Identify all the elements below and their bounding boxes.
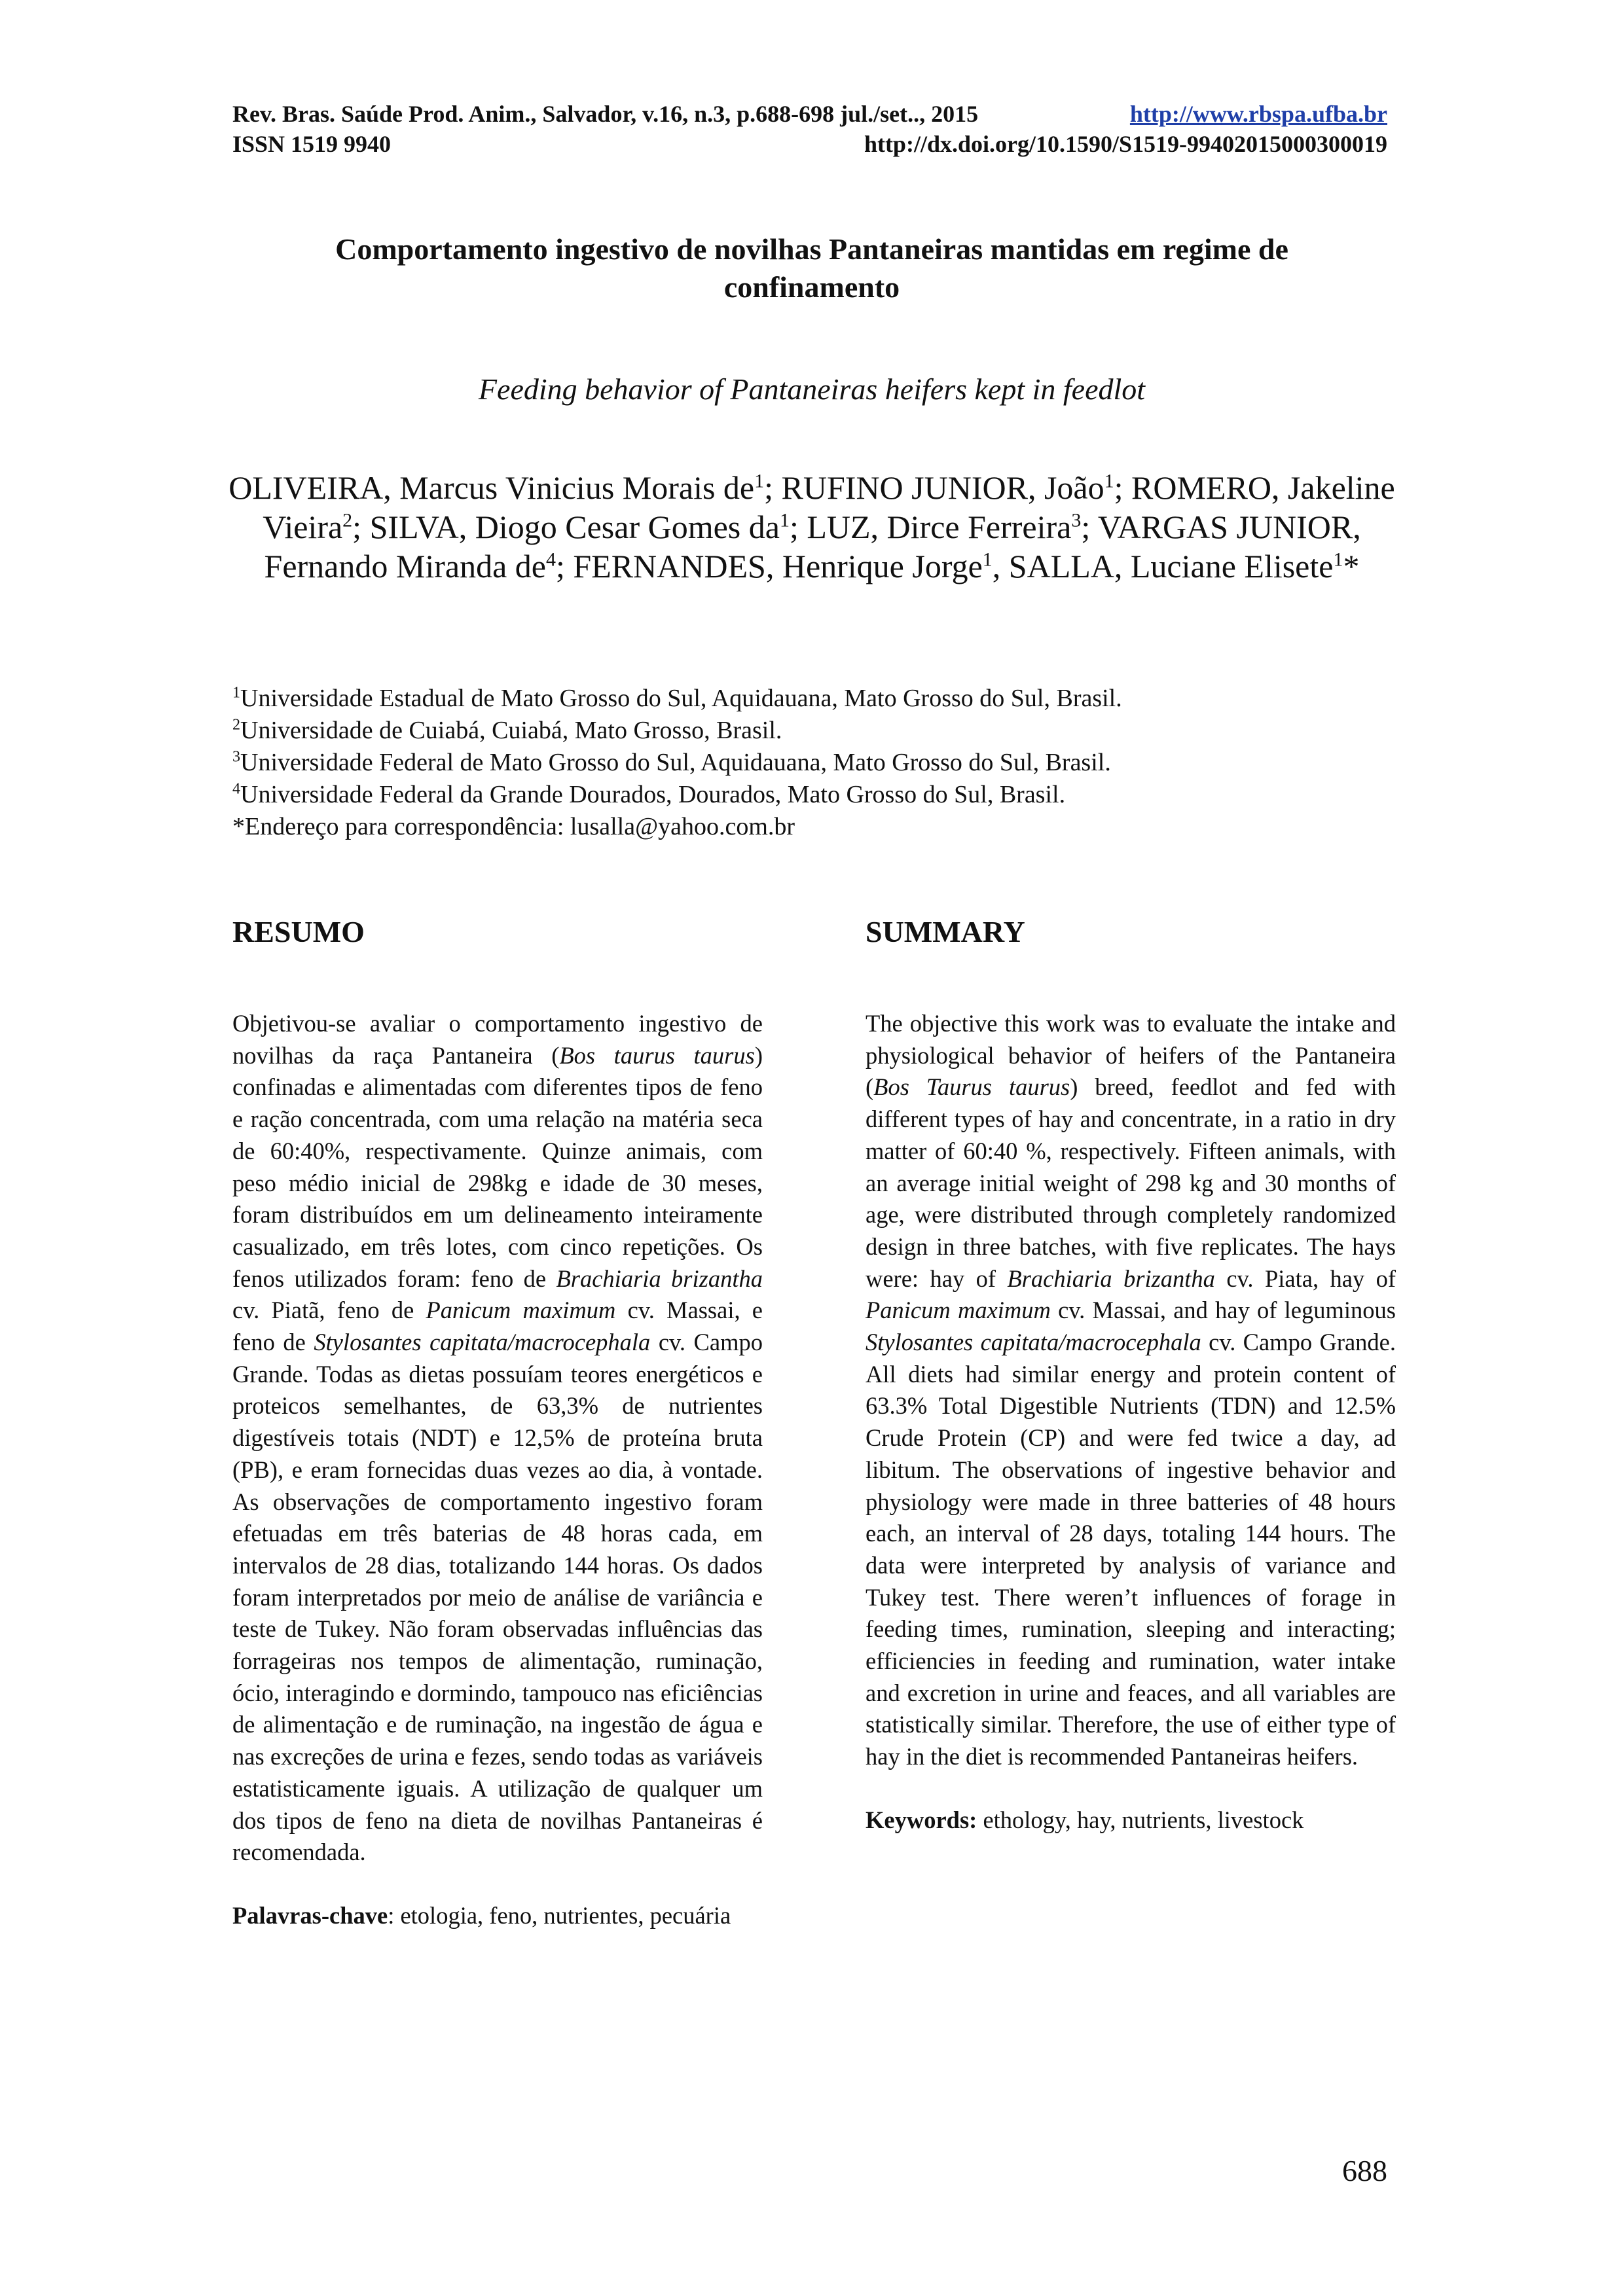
summary-text: cv. Piata, hay of	[1214, 1265, 1396, 1292]
affiliation-line	[232, 779, 1411, 811]
corresponding-author-mark: *	[1343, 548, 1360, 584]
affiliation-line	[232, 683, 1411, 715]
resumo-species: Brachiaria brizantha	[556, 1265, 763, 1292]
palavras-chave-text: : etologia, feno, nutrientes, pecuária	[388, 1901, 731, 1929]
resumo-abstract	[232, 1008, 763, 1869]
summary-text: cv. Campo Grande. All diets had similar energy and protein content of 63.3% Total Digestible Nutrients (TDN) and 12.5% Crude Protein (CP) and were fed twice a day, ad libitum. The observations of ingestive behavior and physiology were made in three batteries of 48 hours each, an interval of 28 days, totaling 144 hours. The data were interpreted by analysis of variance and Tukey test. There weren’t influences of forage in feeding times, rumination, sleeping and interacting; efficiencies in feeding and rumination, water intake and excretion in urine and feaces, and all variables are statistically similar. Therefore, the use of either type of hay in the diet is recommended Pantaneiras heifers.	[866, 1329, 1396, 1770]
author-affiliation-mark: 3	[1071, 509, 1082, 531]
keywords-label: Keywords:	[866, 1806, 977, 1833]
page-number: 688	[1342, 2154, 1387, 2187]
keywords	[866, 1804, 1396, 1837]
author-name: RUFINO JUNIOR, João	[781, 469, 1104, 506]
palavras-chave-label: Palavras-chave	[232, 1901, 388, 1929]
summary-species: Brachiaria brizantha	[1007, 1265, 1215, 1292]
author-affiliation-mark: 1	[982, 548, 993, 571]
resumo-species: Bos taurus taurus	[559, 1041, 755, 1069]
summary-heading: SUMMARY	[866, 915, 1025, 948]
summary-text: cv. Massai, and hay of leguminous	[1050, 1297, 1396, 1324]
correspondence-email: *Endereço para correspondência: lusalla@yahoo.com.br	[232, 813, 795, 840]
paper-title	[236, 230, 1388, 306]
issn: ISSN 1519 9940	[232, 131, 392, 157]
resumo-text: cv. Campo Grande. Todas as dietas possuíam teores energéticos e proteicos semelhantes, de 63,3% de nutrientes digestíveis totais (NDT) e 12,5% de proteína bruta (PB), e eram fornecidas duas vezes ao dia, à vontade. As observações de comportamento ingestivo foram efetuadas em três baterias de 48 horas cada, em intervalos de 28 dias, totalizando 144 horas. Os dados foram interpretados por meio de análise de variância e teste de Tukey. Não foram observadas influências das forrageiras nos tempos de alimentação, ruminação, ócio, interagindo e dormindo, tampouco nas eficiências de alimentação e de ruminação, na ingestão de água e nas excreções de urina e fezes, sendo todas as variáveis estatisticamente iguais. A utilização de qualquer um dos tipos de feno na dieta de novilhas Pantaneiras é recomendada.	[232, 1329, 763, 1866]
author-name: OLIVEIRA, Marcus Vinicius Morais de	[228, 469, 755, 506]
affiliation-number: 3	[232, 748, 240, 766]
summary-species: Bos Taurus taurus	[873, 1073, 1070, 1101]
resumo-text: ) confinadas e alimentadas com diferentes tipos de feno e ração concentrada, com uma relação na matéria seca de 60:40%, respectivamente. Quinze animais, com peso médio inicial de 298kg e idade de 30 meses, foram distribuídos em um delineamento inteiramente casualizado, em três lotes, com cinco repetições. Os fenos utilizados foram: feno de	[232, 1041, 763, 1292]
summary-abstract	[866, 1008, 1396, 1773]
summary-species: Panicum maximum	[866, 1297, 1051, 1324]
summary-text: ) breed, feedlot and fed with different types of hay and concentrate, in a ratio in dry matter of 60:40 %, respectively. Fifteen animals, with an average initial weight of 298 kg and 30 months of age, were distributed through completely randomized design in three batches, with five replicates. The hays were: hay of	[866, 1073, 1396, 1292]
author-name: VARGAS JUNIOR, Fernando Miranda de	[264, 509, 1361, 584]
keywords-text: ethology, hay, nutrients, livestock	[977, 1806, 1304, 1833]
author-affiliation-mark: 4	[545, 548, 556, 571]
author-affiliation-mark: 1	[1333, 548, 1343, 571]
author-name: SALLA, Luciane Elisete	[1008, 548, 1334, 584]
summary-text: The objective this work was to evaluate the intake and physiological behavior of heifers of the Pantaneira (	[866, 1010, 1396, 1101]
author-list: OLIVEIRA, Marcus Vinicius Morais $de^1$; RUFINO JUNIOR, João$^1$; ROMERO, Jakeline Vieira$^2$; SILVA, Diogo Cesar Gomes $da^1$; LUZ, Dirce Ferreira$^3$; VARGAS JUNIOR, Fernando Miranda $de^4$; FERNANDES, Henrique Jorge$^1$, SALLA, Luciane Elisete$^1$*	[228, 469, 1395, 584]
author-name: SILVA, Diogo Cesar Gomes da	[369, 509, 780, 545]
author-affiliation-mark: 1	[779, 509, 790, 531]
journal-citation: Rev. Bras. Saúde Prod. Anim., Salvador, v.16, n.3, p.688-698 jul./set.., 2015	[232, 101, 979, 127]
resumo-text: Objetivou-se avaliar o comportamento ingestivo de novilhas da raça Pantaneira (	[232, 1010, 763, 1069]
summary-species: Stylosantes capitata/macrocephala	[866, 1329, 1201, 1356]
author-affiliation-mark: 1	[1104, 470, 1114, 492]
affiliation-text: Universidade Estadual de Mato Grosso do Sul, Aquidauana, Mato Grosso do Sul, Brasil.	[240, 685, 1122, 712]
author-affiliation-mark: 1	[754, 470, 765, 492]
affiliation-text: Universidade de Cuiabá, Cuiabá, Mato Grosso, Brasil.	[240, 717, 782, 744]
affiliation-line	[232, 747, 1411, 779]
affiliation-number: 4	[232, 780, 240, 798]
journal-url-link[interactable]: http://www.rbspa.ufba.br	[1129, 101, 1387, 127]
affiliation-text: Universidade Federal da Grande Dourados, Dourados, Mato Grosso do Sul, Brasil.	[240, 781, 1066, 808]
author-name: LUZ, Dirce Ferreira	[807, 509, 1072, 545]
palavras-chave	[232, 1900, 763, 1932]
affiliation-line	[232, 715, 1411, 747]
affiliations	[232, 683, 1411, 843]
affiliation-text: Universidade Federal de Mato Grosso do Sul, Aquidauana, Mato Grosso do Sul, Brasil.	[240, 749, 1111, 776]
resumo-text: cv. Massai, e feno de	[232, 1297, 763, 1356]
paper-title-line2: confinamento	[723, 270, 900, 304]
paper-subtitle-english: Feeding behavior of Pantaneiras heifers kept in feedlot	[478, 372, 1146, 406]
author-name: ROMERO, Jakeline Vieira	[263, 469, 1395, 545]
affiliation-number: 1	[232, 684, 240, 702]
paper-title-line1: Comportamento ingestivo de novilhas Pantaneiras mantidas em regime de	[335, 232, 1288, 266]
affiliation-number: 2	[232, 716, 240, 734]
doi-link[interactable]: http://dx.doi.org/10.1590/S1519-99402015000300019	[864, 131, 1387, 157]
summary-column	[866, 1008, 1396, 1837]
resumo-text: cv. Piatã, feno de	[232, 1297, 426, 1324]
resumo-species: Panicum maximum	[426, 1297, 616, 1324]
resumo-species: Stylosantes capitata/macrocephala	[314, 1329, 651, 1356]
resumo-column	[232, 1008, 763, 1932]
author-affiliation-mark: 2	[342, 509, 353, 531]
resumo-heading: RESUMO	[232, 915, 365, 948]
author-name: FERNANDES, Henrique Jorge	[573, 548, 983, 584]
